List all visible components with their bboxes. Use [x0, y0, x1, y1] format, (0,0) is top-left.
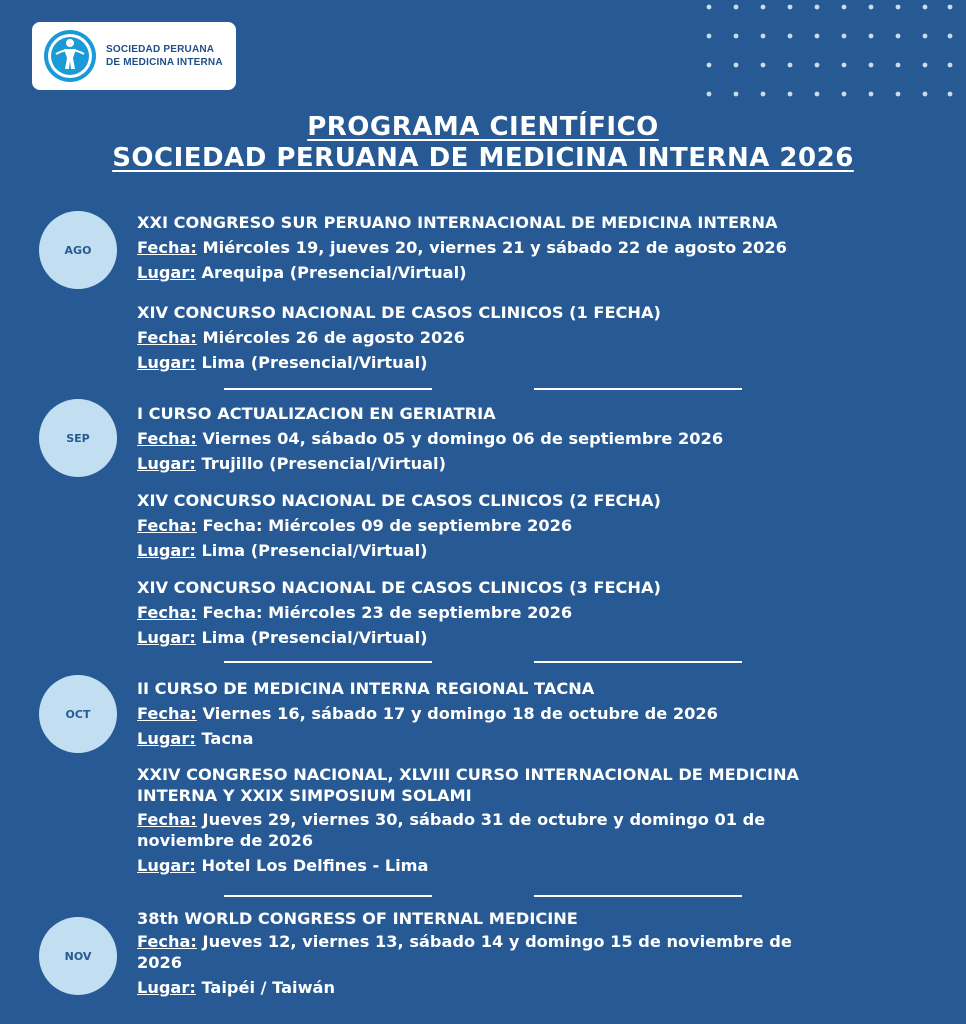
event-name: XIV CONCURSO NACIONAL DE CASOS CLINICOS (1 FECHA) — [137, 303, 661, 322]
place-label: Lugar: — [137, 729, 196, 748]
divider-left — [224, 388, 432, 390]
event-date-row — [137, 325, 837, 350]
event-date: Fecha: Miércoles 23 de septiembre 2026 — [202, 603, 573, 622]
place-label: Lugar: — [137, 263, 196, 282]
event-date-row — [137, 931, 837, 973]
date-label: Fecha: — [137, 603, 197, 622]
logo-line-2: DE MEDICINA INTERNA — [106, 57, 223, 68]
event-item — [137, 300, 837, 375]
event-name: XXI CONGRESO SUR PERUANO INTERNACIONAL DE MEDICINA INTERNA — [137, 213, 778, 232]
divider-right — [534, 661, 742, 663]
event-item — [137, 401, 837, 476]
title-line-2: SOCIEDAD PERUANA DE MEDICINA INTERNA 2026 — [112, 143, 854, 173]
event-place: Arequipa (Presencial/Virtual) — [201, 263, 467, 282]
event-name: II CURSO DE MEDICINA INTERNA REGIONAL TACNA — [137, 679, 595, 698]
event-place: Hotel Los Delfines - Lima — [201, 856, 429, 875]
event-name: XIV CONCURSO NACIONAL DE CASOS CLINICOS (3 FECHA) — [137, 578, 661, 597]
event-date: Miércoles 26 de agosto 2026 — [202, 328, 465, 347]
event-date-row — [137, 426, 837, 451]
event-item — [137, 676, 837, 751]
event-date: Jueves 12, viernes 13, sábado 14 y domingo 15 de noviembre de 2026 — [137, 932, 792, 972]
event-item — [137, 210, 837, 285]
date-label: Fecha: — [137, 932, 197, 951]
logo-line-1: SOCIEDAD PERUANA — [106, 44, 215, 55]
event-date-row — [137, 235, 837, 260]
event-place-row — [137, 975, 837, 1000]
event-name: XIV CONCURSO NACIONAL DE CASOS CLINICOS (2 FECHA) — [137, 491, 661, 510]
month-badge-sep: SEP — [39, 399, 117, 477]
event-place: Lima (Presencial/Virtual) — [201, 541, 428, 560]
logo-card — [32, 22, 236, 90]
title-line-1: PROGRAMA CIENTÍFICO — [307, 112, 659, 142]
event-date: Fecha: Miércoles 09 de septiembre 2026 — [202, 516, 573, 535]
event-date-row — [137, 701, 837, 726]
place-label: Lugar: — [137, 353, 196, 372]
date-label: Fecha: — [137, 704, 197, 723]
place-label: Lugar: — [137, 628, 196, 647]
date-label: Fecha: — [137, 810, 197, 829]
event-place-row — [137, 538, 837, 563]
divider-right — [534, 895, 742, 897]
event-place: Trujillo (Presencial/Virtual) — [201, 454, 446, 473]
date-label: Fecha: — [137, 328, 197, 347]
event-date-row — [137, 600, 837, 625]
divider-right — [534, 388, 742, 390]
event-place: Lima (Presencial/Virtual) — [201, 353, 428, 372]
event-place-row — [137, 260, 837, 285]
event-date: Viernes 16, sábado 17 y domingo 18 de octubre de 2026 — [202, 704, 718, 723]
event-place-row — [137, 625, 837, 650]
place-label: Lugar: — [137, 856, 196, 875]
event-item — [137, 764, 837, 878]
event-place-row — [137, 451, 837, 476]
event-name: 38th WORLD CONGRESS OF INTERNAL MEDICINE — [137, 909, 578, 928]
divider-left — [224, 895, 432, 897]
event-name: I CURSO ACTUALIZACION EN GERIATRIA — [137, 404, 496, 423]
event-date-row — [137, 513, 837, 538]
logo-text — [106, 43, 223, 69]
date-label: Fecha: — [137, 238, 197, 257]
date-label: Fecha: — [137, 516, 197, 535]
month-badge-ago: AGO — [39, 211, 117, 289]
place-label: Lugar: — [137, 541, 196, 560]
month-badge-nov: NOV — [39, 917, 117, 995]
event-place-row — [137, 853, 837, 878]
society-emblem-icon — [42, 28, 98, 84]
event-place: Taipéi / Taiwán — [201, 978, 336, 997]
event-item — [137, 488, 837, 563]
event-date-row — [137, 809, 837, 851]
month-badge-oct: OCT — [39, 675, 117, 753]
event-item — [137, 906, 837, 1000]
place-label: Lugar: — [137, 978, 196, 997]
event-place-row — [137, 350, 837, 375]
event-name: XXIV CONGRESO NACIONAL, XLVIII CURSO INTERNACIONAL DE MEDICINA INTERNA Y XXIX SIMPOSIUM SOLAMI — [137, 765, 800, 805]
event-date: Viernes 04, sábado 05 y domingo 06 de septiembre 2026 — [202, 429, 724, 448]
event-date: Jueves 29, viernes 30, sábado 31 de octubre y domingo 01 de noviembre de 2026 — [137, 810, 766, 850]
date-label: Fecha: — [137, 429, 197, 448]
event-place: Tacna — [201, 729, 254, 748]
decorative-dots — [700, 0, 960, 100]
page-title — [0, 112, 966, 174]
event-place: Lima (Presencial/Virtual) — [201, 628, 428, 647]
event-date: Miércoles 19, jueves 20, viernes 21 y sábado 22 de agosto 2026 — [202, 238, 787, 257]
event-item — [137, 575, 837, 650]
divider-left — [224, 661, 432, 663]
event-place-row — [137, 726, 837, 751]
place-label: Lugar: — [137, 454, 196, 473]
